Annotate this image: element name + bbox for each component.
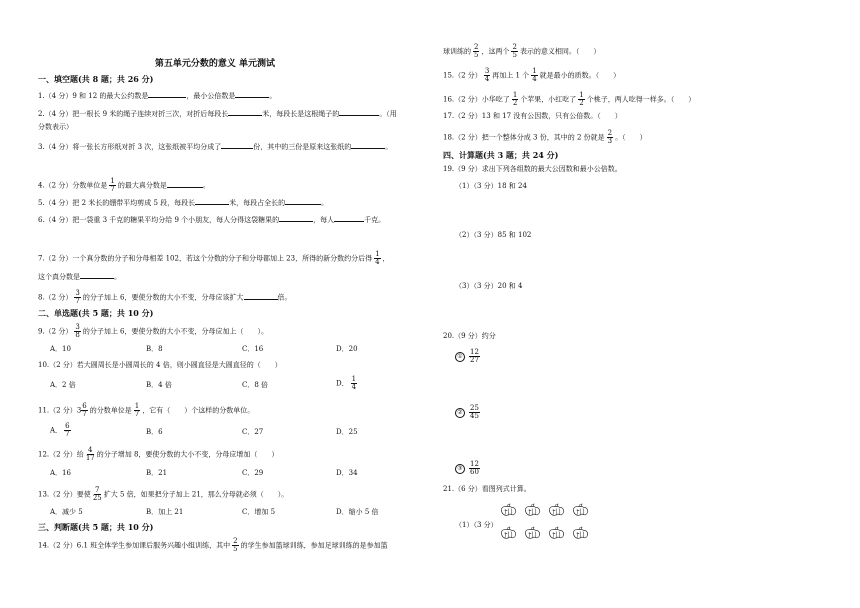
answer-blank[interactable]: [221, 141, 253, 149]
question-14-continued: 球训练的 $\frac{2}{5}$ ，这两个 $\frac{2}{5}$ 表示的意义相同。（ ）: [443, 43, 601, 59]
pepper-icon: [572, 526, 589, 540]
option-a[interactable]: A．10: [50, 345, 71, 353]
answer-blank[interactable]: [235, 90, 269, 98]
option-a[interactable]: A．减少 5: [50, 508, 83, 516]
pepper-icon: [548, 526, 565, 540]
fraction: $\frac{3}{4}$: [484, 67, 490, 83]
question-8: 8.（2 分） $\frac{3}{7}$ 的分子加上 6，要使分数的大小不变，分母应该扩大 倍。: [38, 289, 292, 305]
question-3: 3.（4 分）将一张长方形纸对折 3 次，这张纸被平均分成了 份，其中的三份是原来这张纸的 。: [38, 143, 393, 151]
page-title: 第五单元分数的意义 单元测试: [154, 59, 276, 69]
question-11: 11.（2 分）3 $\frac{6}{7}$ 的分数单位是 $\frac{1}{7}$ ，它有（ ）个这样的分数单位。: [38, 402, 255, 418]
option-a[interactable]: A．2 倍: [50, 381, 76, 389]
fraction: $\frac{3}{7}$: [75, 289, 80, 305]
section-heading-true-false: 三、判断题(共 5 题；共 10 分): [38, 522, 154, 532]
question-12: 12.（2 分）给 $\frac{4}{17}$ 的分子增加 8，要使分数的大小不变，分母应增加（ ）: [38, 446, 279, 462]
fraction: $\frac{2}{5}$: [233, 537, 238, 553]
fraction: $\frac{3}{8}$: [75, 323, 80, 339]
answer-blank[interactable]: [279, 214, 313, 222]
pepper-icon: [572, 503, 589, 517]
pepper-icon: [500, 526, 517, 540]
answer-blank[interactable]: [334, 214, 364, 222]
answer-blank[interactable]: [339, 108, 379, 116]
option-c[interactable]: C．8 倍: [242, 381, 269, 389]
question-15: 15.（2 分） $\frac{3}{4}$ 再加上 1 个 $\frac{1}{4}$ 就是最小的质数。（ ）: [443, 67, 621, 83]
option-d[interactable]: D．缩小 5 倍: [336, 508, 379, 516]
question-10: 10.（2 分）若大圆周长是小圆周长的 4 倍，则小圆直径是大圆直径的（ ）: [38, 361, 282, 369]
sub-question-21-1: （1）（3 分）: [455, 521, 498, 529]
option-d[interactable]: D．34: [336, 469, 358, 477]
pepper-icon: [524, 503, 541, 517]
pepper-icon: [524, 526, 541, 540]
answer-blank[interactable]: [228, 108, 262, 116]
option-a[interactable]: A． $\frac{6}{7}$: [50, 422, 70, 438]
sub-question-19-1: （1）（3 分）18 和 24: [455, 182, 527, 190]
question-2-continued: 分数表示）: [38, 123, 73, 131]
answer-blank[interactable]: [167, 180, 203, 188]
option-d[interactable]: D．25: [336, 428, 358, 436]
question-17: 17.（2 分）13 和 17 没有公因数，只有公倍数。（ ）: [443, 112, 622, 120]
option-c[interactable]: C．27: [242, 428, 264, 436]
section-heading-fill-blank: 一、填空题(共 8 题；共 26 分): [38, 74, 154, 84]
fraction: $\frac{6}{7}$: [65, 422, 70, 438]
fraction: $\frac{1}{4}$: [532, 67, 537, 83]
question-5: 5.（4 分）把 2 米长的绷带平均剪成 5 段，每段长 米，每段占全长的 。: [38, 199, 329, 207]
option-a[interactable]: A．16: [50, 469, 71, 477]
option-b[interactable]: B．21: [146, 469, 168, 477]
answer-blank[interactable]: [195, 197, 229, 205]
question-13: 13.（2 分）要使 $\frac{7}{25}$ 扩大 5 倍，如果把分子加上 21，那么分母就必须（ ）。: [38, 486, 289, 502]
circled-number-2: ②: [455, 408, 465, 418]
question-14: 14.（2 分）6.1 班全体学生参加课后服务兴趣小组训练，其中 $\frac{2}{5}$ 的学生参加篮球训练，参加足球训练的是参加篮: [38, 537, 388, 553]
fraction: $\frac{2}{5}$: [474, 43, 479, 59]
question-2: 2.（4 分）把一根长 9 米的绳子连续对折三次，对折后每段长 米，每段长是这根绳子的 。（用: [38, 110, 397, 118]
answer-blank[interactable]: [351, 141, 385, 149]
answer-blank[interactable]: [244, 292, 278, 300]
answer-blank[interactable]: [148, 90, 186, 98]
option-d[interactable]: D． $\frac{1}{4}$: [336, 375, 357, 391]
sub-question-19-3: （3）（3 分）20 和 4: [455, 282, 523, 290]
answer-blank[interactable]: [80, 271, 114, 279]
option-c[interactable]: C．29: [242, 469, 264, 477]
option-b[interactable]: B．6: [146, 428, 163, 436]
question-20: 20.（9 分）约分: [443, 332, 496, 340]
fraction: $\frac{2}{5}$: [512, 43, 517, 59]
fraction: $\frac{1}{7}$: [110, 177, 115, 193]
fraction: $\frac{7}{25}$: [92, 486, 102, 502]
question-4: 4.（2 分）分数单位是 $\frac{1}{7}$ 的最大真分数是 。: [38, 177, 210, 193]
fraction: $\frac{12}{60}$: [470, 460, 479, 476]
fraction: $\frac{1}{7}$: [134, 402, 140, 418]
fraction: $\frac{1}{4}$: [351, 375, 357, 391]
option-c[interactable]: C．增加 5: [242, 508, 276, 516]
section-heading-single-choice: 二、单选题(共 5 题；共 10 分): [38, 308, 154, 318]
fraction: $\frac{12}{27}$: [470, 348, 479, 364]
option-b[interactable]: B．加上 21: [146, 508, 184, 516]
fraction: $\frac{1}{2}$: [512, 91, 518, 107]
fraction: $\frac{1}{4}$: [375, 250, 380, 266]
fraction: $\frac{1}{2}$: [579, 91, 584, 107]
fraction: $\frac{25}{45}$: [470, 404, 479, 420]
reduce-item-3: [455, 461, 482, 476]
option-d[interactable]: D．20: [336, 345, 358, 353]
option-b[interactable]: B．4 倍: [146, 381, 172, 389]
section-heading-calculation: 四、计算题(共 3 题；共 24 分): [443, 150, 559, 160]
option-c[interactable]: C．16: [242, 345, 264, 353]
circled-number-3: ③: [455, 464, 465, 474]
option-b[interactable]: B．8: [146, 345, 163, 353]
question-7-continued: 这个真分数是 。: [38, 273, 121, 281]
question-16: 16.（2 分）小华吃了 $\frac{1}{2}$ 个苹果，小红吃了 $\frac{1}{2}$ 个桃子，两人吃得一样多。（ ）: [443, 91, 696, 107]
sub-question-19-2: （2）（3 分）85 和 102: [455, 231, 532, 239]
fraction: $\frac{2}{3}$: [607, 129, 613, 145]
question-6: 6.（4 分）把一袋重 3 千克的糖果平均分给 9 个小朋友，每人分得这袋糖果的 ，每人 千克。: [38, 216, 386, 224]
question-7: 7.（2 分）一个真分数的分子和分母相差 102，若这个分数的分子和分母都加上 23，所得的新分数约分后得 $\frac{1}{4}$ ，: [38, 250, 390, 266]
answer-blank[interactable]: [285, 197, 321, 205]
question-1: 1.（4 分）9 和 12 的最大公约数是 ，最小公倍数是 。: [38, 92, 277, 100]
pepper-icon: [500, 503, 517, 517]
pepper-picture-grid: [500, 503, 590, 540]
reduce-item-2: [455, 405, 482, 420]
reduce-item-1: [455, 349, 482, 364]
pepper-icon: [548, 503, 565, 517]
fraction: $\frac{4}{17}$: [85, 446, 95, 462]
question-18: 18.（2 分）把一个整体分成 3 份，其中的 2 份就是 $\frac{2}{3}$ 。（ ）: [443, 129, 647, 145]
question-19: 19.（9 分）求出下列各组数的最大公因数和最小公倍数。: [443, 165, 622, 173]
question-9: 9.（2 分） $\frac{3}{8}$ 的分子加上 6，要使分数的大小不变，分母应加上（ ）。: [38, 323, 269, 339]
circled-number-1: ①: [455, 352, 465, 362]
question-21: 21.（6 分）看图列式计算。: [443, 485, 531, 493]
mixed-fraction: $\frac{6}{7}$: [82, 402, 87, 418]
